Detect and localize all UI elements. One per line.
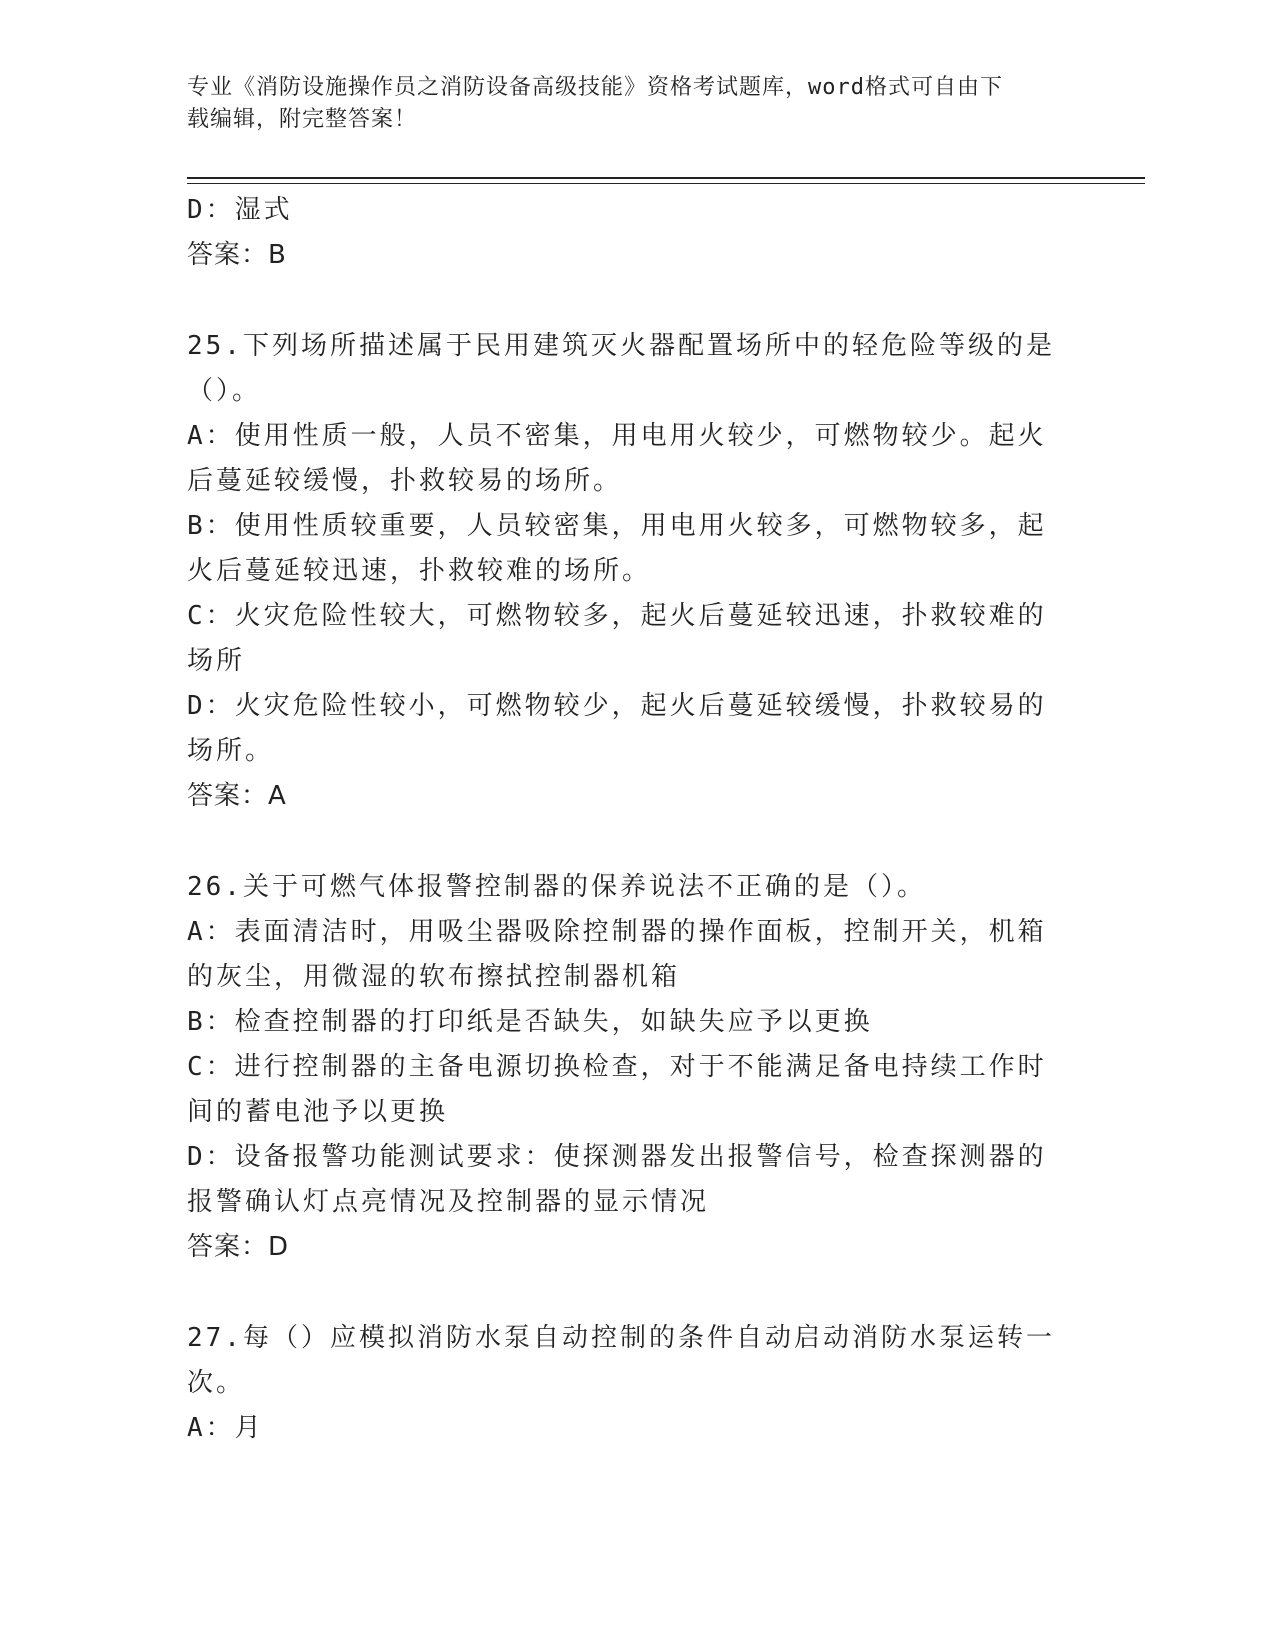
question-stem: 25.下列场所描述属于民用建筑灭火器配置场所中的轻危险等级的是（）。	[187, 331, 1055, 406]
option-d: D：设备报警功能测试要求：使探测器发出报警信号，检查探测器的报警确认灯点亮情况及控制器的显示情况	[187, 1142, 1047, 1217]
answer-line: 答案：A	[187, 781, 287, 811]
header-line-1: 专业《消防设施操作员之消防设备高级技能》资格考试题库，word格式可自由下	[187, 75, 1003, 100]
answer-line: 答案：B	[187, 240, 287, 270]
option-a: A：使用性质一般，人员不密集，用电用火较少，可燃物较少。起火后蔓延较缓慢，扑救较易的场所。	[187, 421, 1047, 496]
question-stem: 26.关于可燃气体报警控制器的保养说法不正确的是（）。	[187, 872, 926, 902]
question-stem: 27.每（）应模拟消防水泵自动控制的条件自动启动消防水泵运转一次。	[187, 1323, 1055, 1398]
option-d: D：火灾危险性较小，可燃物较少，起火后蔓延较缓慢，扑救较易的场所。	[187, 691, 1047, 766]
header-divider-thick	[187, 177, 1145, 179]
option-d: D：湿式	[187, 195, 293, 225]
header-divider-thin	[187, 183, 1145, 184]
option-b: B：检查控制器的打印纸是否缺失，如缺失应予以更换	[187, 1007, 873, 1037]
question-25	[187, 324, 1067, 819]
question-26	[187, 865, 1067, 1270]
option-b: B：使用性质较重要，人员较密集，用电用火较多，可燃物较多，起火后蔓延较迅速，扑救较难的场所。	[187, 511, 1047, 586]
option-a: A：表面清洁时，用吸尘器吸除控制器的操作面板，控制开关，机箱的灰尘，用微湿的软布擦拭控制器机箱	[187, 917, 1047, 992]
previous-question-tail	[187, 188, 1067, 278]
header-line-2: 载编辑，附完整答案！	[187, 107, 418, 132]
option-c: C：进行控制器的主备电源切换检查，对于不能满足备电持续工作时间的蓄电池予以更换	[187, 1052, 1047, 1127]
option-c: C：火灾危险性较大，可燃物较多，起火后蔓延较迅速，扑救较难的场所	[187, 601, 1047, 676]
option-a: A：月	[187, 1413, 264, 1443]
question-content	[187, 188, 1067, 1451]
answer-line: 答案：D	[187, 1232, 290, 1262]
page-header	[187, 72, 1067, 136]
question-27	[187, 1316, 1067, 1451]
